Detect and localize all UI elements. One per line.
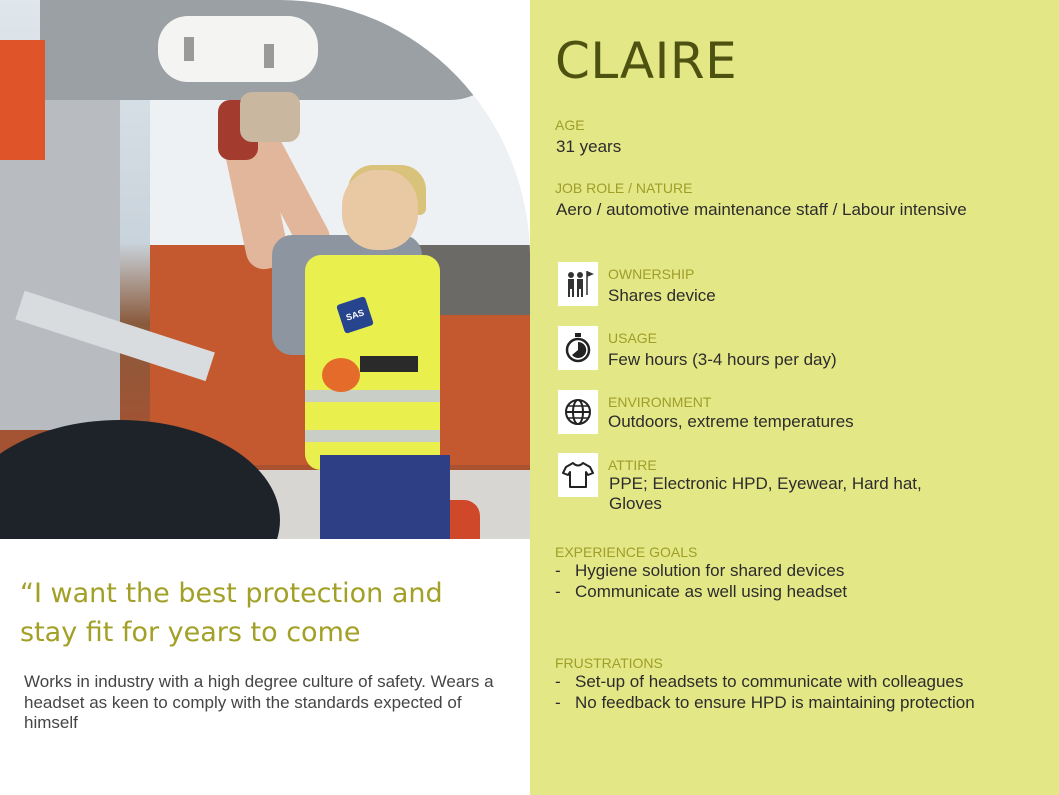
environment-value: Outdoors, extreme temperatures bbox=[608, 412, 854, 431]
list-item: - Hygiene solution for shared devices bbox=[555, 561, 845, 580]
globe-icon bbox=[558, 390, 598, 434]
stopwatch-icon bbox=[558, 326, 598, 370]
job-label: JOB ROLE / NATURE bbox=[555, 180, 693, 196]
list-item: - Communicate as well using headset bbox=[555, 581, 848, 601]
frustrations-label: FRUSTRATIONS bbox=[555, 655, 663, 671]
persona-quote: “I want the best protection and stay fit for years to come bbox=[20, 578, 443, 648]
environment-label: ENVIRONMENT bbox=[608, 394, 712, 410]
goals-label: EXPERIENCE GOALS bbox=[555, 544, 698, 560]
job-value: Aero / automotive maintenance staff / Labour intensive bbox=[556, 200, 967, 219]
persona-bio: Works in industry with a high degree culture of safety. Wears a headset as keen to comply with the standards expected of himself bbox=[24, 672, 494, 732]
list-item: - No feedback to ensure HPD is maintaining protection bbox=[555, 692, 975, 712]
shared-users-icon bbox=[558, 262, 598, 306]
tshirt-icon bbox=[558, 453, 598, 497]
goals-list bbox=[555, 561, 847, 602]
attire-label: ATTIRE bbox=[608, 457, 657, 473]
list-item: - Set-up of headsets to communicate with colleagues bbox=[555, 672, 964, 691]
persona-name: CLAIRE bbox=[555, 32, 738, 90]
persona-photo bbox=[0, 0, 530, 539]
age-label: AGE bbox=[555, 117, 585, 133]
vest-logo: SAS bbox=[336, 296, 374, 334]
usage-label: USAGE bbox=[608, 330, 658, 346]
ownership-value: Shares device bbox=[608, 286, 716, 305]
frustrations-list bbox=[555, 672, 975, 713]
age-value: 31 years bbox=[556, 137, 622, 156]
usage-value: Few hours (3-4 hours per day) bbox=[608, 350, 837, 369]
ownership-label: OWNERSHIP bbox=[608, 266, 695, 282]
attire-value: PPE; Electronic HPD, Eyewear, Hard hat, Gloves bbox=[609, 474, 922, 513]
